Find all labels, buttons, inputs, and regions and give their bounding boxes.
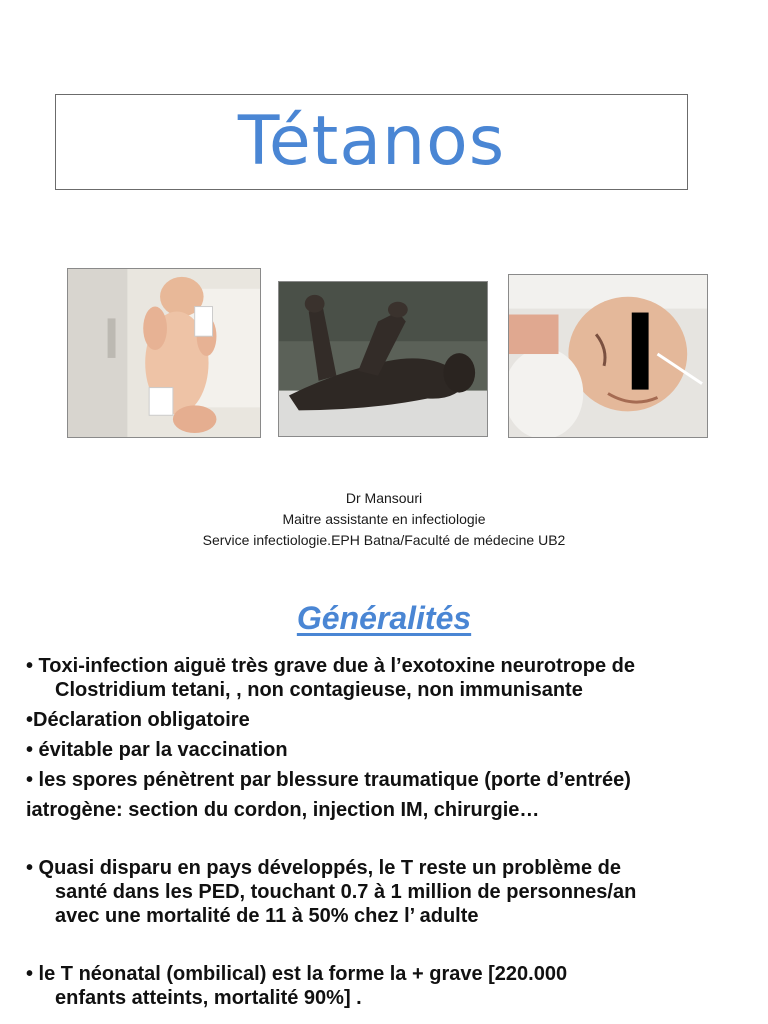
title-box [55, 94, 688, 190]
bullet-line: Clostridium tetani, , non contagieuse, non immunisante [55, 679, 583, 701]
author-name: Dr Mansouri [345, 490, 423, 506]
author-block [0, 488, 768, 551]
bullet-item [26, 798, 746, 822]
bullet-line: avec une mortalité de 11 à 50% chez l’ adulte [55, 905, 479, 927]
bullet-item [26, 856, 746, 928]
bullet-line: •Déclaration obligatoire [26, 709, 250, 731]
bullet-item [26, 738, 746, 762]
bullet-line: • Quasi disparu en pays développés, le T reste un problème de [26, 857, 621, 879]
bullet-line: • évitable par la vaccination [26, 739, 288, 761]
page-title: Tétanos [237, 102, 506, 181]
bullet-line: iatrogène: section du cordon, injection IM, chirurgie… [26, 799, 540, 821]
bullet-item [26, 654, 746, 702]
neonatal-tetanus-photo [67, 268, 261, 438]
bullet-item [26, 708, 746, 732]
elderly-tetanus-patient-photo [508, 274, 708, 438]
bullet-line: • le T néonatal (ombilical) est la forme la + grave [220.000 [26, 963, 568, 985]
bullet-line: enfants atteints, mortalité 90%] . [55, 987, 362, 1009]
opisthotonos-patient-photo [278, 281, 488, 437]
bullet-line: • Toxi-infection aiguë très grave due à l’exotoxine neurotrope de [26, 655, 635, 677]
bullet-line: • les spores pénètrent par blessure traumatique (porte d’entrée) [26, 769, 631, 791]
bullet-line: santé dans les PED, touchant 0.7 à 1 million de personnes/an [55, 881, 637, 903]
bullet-item [26, 768, 746, 792]
bullet-list [26, 654, 746, 1010]
author-role: Maitre assistante en infectiologie [282, 511, 486, 527]
author-service: Service infectiologie.EPH Batna/Faculté de médecine UB2 [202, 532, 566, 548]
section-heading: Généralités [296, 600, 472, 636]
bullet-item [26, 962, 746, 1010]
